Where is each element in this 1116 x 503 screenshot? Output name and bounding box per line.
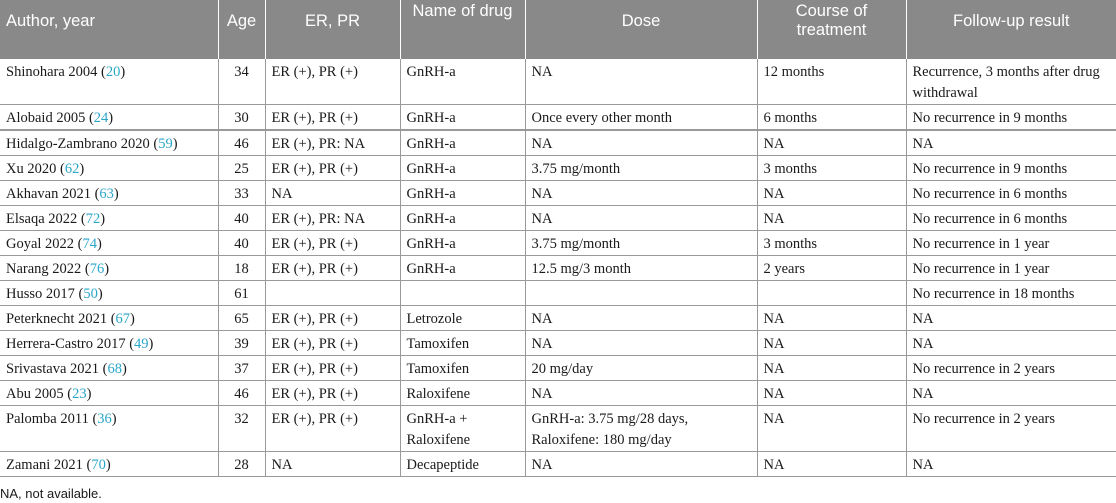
table-row — [0, 381, 1116, 406]
cell-course: NA — [757, 181, 906, 206]
cell-author-year: Srivastava 2021 (68) — [0, 356, 218, 381]
reference-link[interactable]: 36 — [97, 411, 112, 427]
cell-drug-name: Letrozole — [400, 306, 525, 331]
header-follow-up-result: Follow-up result — [906, 0, 1116, 59]
author-text: Palomba 2011 ( — [6, 411, 98, 427]
cell-drug-name: Tamoxifen — [400, 331, 525, 356]
cell-age: 40 — [218, 231, 265, 256]
cell-dose: NA — [525, 130, 757, 156]
cell-dose: GnRH-a: 3.75 mg/28 days, Raloxifene: 180 mg/day — [525, 406, 757, 452]
cell-age: 28 — [218, 452, 265, 477]
author-text: Herrera-Castro 2017 ( — [6, 336, 135, 352]
table-row — [0, 206, 1116, 231]
reference-link[interactable]: 72 — [85, 211, 101, 227]
author-text: Hidalgo-Zambrano 2020 ( — [6, 136, 159, 152]
cell-course: NA — [757, 406, 906, 452]
author-text: Narang 2022 ( — [6, 261, 90, 277]
author-text: Elsaqa 2022 ( — [6, 211, 86, 227]
cell-dose: 20 mg/day — [525, 356, 757, 381]
cell-course: 6 months — [757, 105, 906, 131]
cell-age: 46 — [218, 130, 265, 156]
cell-age: 33 — [218, 181, 265, 206]
cell-follow-up: No recurrence in 2 years — [906, 356, 1116, 381]
cell-author-year: Herrera-Castro 2017 (49) — [0, 331, 218, 356]
cell-er-pr: ER (+), PR (+) — [265, 406, 400, 452]
header-dose: Dose — [525, 0, 757, 59]
reference-link[interactable]: 23 — [72, 386, 87, 402]
table-row — [0, 256, 1116, 281]
cell-er-pr: ER (+), PR (+) — [265, 156, 400, 181]
cell-age: 61 — [218, 281, 265, 306]
cell-drug-name: Raloxifene — [400, 381, 525, 406]
cell-drug-name — [400, 281, 525, 306]
cell-author-year: Abu 2005 (23) — [0, 381, 218, 406]
cell-follow-up: No recurrence in 6 months — [906, 206, 1116, 231]
cell-drug-name: Tamoxifen — [400, 356, 525, 381]
author-text: Goyal 2022 ( — [6, 236, 83, 252]
cell-author-year: Zamani 2021 (70) — [0, 452, 218, 477]
cell-follow-up: No recurrence in 1 year — [906, 231, 1116, 256]
table-row — [0, 105, 1116, 131]
cell-dose — [525, 281, 757, 306]
author-text: Abu 2005 ( — [6, 386, 73, 402]
header-drug-name: Name of drug — [400, 0, 525, 59]
cell-er-pr — [265, 281, 400, 306]
cell-drug-name: GnRH-a — [400, 206, 525, 231]
reference-link[interactable]: 62 — [64, 161, 80, 177]
cell-dose: NA — [525, 206, 757, 231]
cell-course: 2 years — [757, 256, 906, 281]
cell-course: NA — [757, 130, 906, 156]
cell-dose: NA — [525, 181, 757, 206]
table-row — [0, 356, 1116, 381]
reference-link[interactable]: 50 — [83, 286, 98, 302]
author-text: Akhavan 2021 ( — [6, 186, 100, 202]
cell-dose: 12.5 mg/3 month — [525, 256, 757, 281]
cell-follow-up: Recurrence, 3 months after drug withdrawal — [906, 59, 1116, 105]
cell-dose: Once every other month — [525, 105, 757, 131]
cell-author-year: Shinohara 2004 (20) — [0, 59, 218, 105]
cell-course: 3 months — [757, 231, 906, 256]
cell-dose: 3.75 mg/month — [525, 231, 757, 256]
reference-link[interactable]: 68 — [107, 361, 122, 377]
cell-age: 34 — [218, 59, 265, 105]
table-body — [0, 59, 1116, 477]
cell-follow-up: No recurrence in 9 months — [906, 156, 1116, 181]
cell-dose: NA — [525, 452, 757, 477]
table-row — [0, 59, 1116, 105]
cell-author-year: Husso 2017 (50) — [0, 281, 218, 306]
cell-age: 65 — [218, 306, 265, 331]
table-row — [0, 452, 1116, 477]
cell-author-year: Peterknecht 2021 (67) — [0, 306, 218, 331]
cell-er-pr: ER (+), PR (+) — [265, 59, 400, 105]
cell-course: NA — [757, 206, 906, 231]
cell-age: 46 — [218, 381, 265, 406]
cell-author-year: Goyal 2022 (74) — [0, 231, 218, 256]
cell-drug-name: Decapeptide — [400, 452, 525, 477]
cell-drug-name: GnRH-a + Raloxifene — [400, 406, 525, 452]
cell-dose: NA — [525, 381, 757, 406]
cell-follow-up: NA — [906, 331, 1116, 356]
table-row — [0, 181, 1116, 206]
cell-author-year: Xu 2020 (62) — [0, 156, 218, 181]
table-row — [0, 156, 1116, 181]
cell-course: 12 months — [757, 59, 906, 105]
cell-age: 37 — [218, 356, 265, 381]
cell-drug-name: GnRH-a — [400, 130, 525, 156]
reference-link[interactable]: 70 — [91, 457, 106, 473]
reference-link[interactable]: 20 — [105, 64, 121, 80]
cell-author-year: Akhavan 2021 (63) — [0, 181, 218, 206]
cell-drug-name: GnRH-a — [400, 156, 525, 181]
cell-course: NA — [757, 331, 906, 356]
author-text: Shinohara 2004 ( — [6, 64, 106, 80]
reference-link[interactable]: 74 — [82, 236, 98, 252]
reference-link[interactable]: 63 — [99, 186, 114, 202]
cell-follow-up: No recurrence in 9 months — [906, 105, 1116, 131]
cell-er-pr: ER (+), PR (+) — [265, 256, 400, 281]
cell-age: 32 — [218, 406, 265, 452]
cell-drug-name: GnRH-a — [400, 181, 525, 206]
cell-course: NA — [757, 356, 906, 381]
cell-er-pr: ER (+), PR (+) — [265, 105, 400, 131]
author-text: Zamani 2021 ( — [6, 457, 92, 473]
table-row — [0, 281, 1116, 306]
cell-author-year: Elsaqa 2022 (72) — [0, 206, 218, 231]
cell-er-pr: ER (+), PR: NA — [265, 130, 400, 156]
cell-author-year: Hidalgo-Zambrano 2020 (59) — [0, 130, 218, 156]
cell-follow-up: NA — [906, 381, 1116, 406]
header-age: Age — [218, 0, 265, 59]
header-er-pr: ER, PR — [265, 0, 400, 59]
cell-dose: NA — [525, 331, 757, 356]
cell-dose: NA — [525, 59, 757, 105]
cell-author-year: Narang 2022 (76) — [0, 256, 218, 281]
cell-course: 3 months — [757, 156, 906, 181]
cell-drug-name: GnRH-a — [400, 59, 525, 105]
cell-er-pr: NA — [265, 181, 400, 206]
table-row — [0, 406, 1116, 452]
cell-follow-up: No recurrence in 2 years — [906, 406, 1116, 452]
header-course-of-treatment: Course of treatment — [757, 0, 906, 59]
cell-course: NA — [757, 381, 906, 406]
cell-age: 39 — [218, 331, 265, 356]
cell-course — [757, 281, 906, 306]
cell-dose: NA — [525, 306, 757, 331]
cell-dose: 3.75 mg/month — [525, 156, 757, 181]
author-text: Husso 2017 ( — [6, 286, 84, 302]
reference-link[interactable]: 59 — [158, 136, 173, 152]
reference-link[interactable]: 67 — [115, 311, 131, 327]
cell-age: 40 — [218, 206, 265, 231]
cell-author-year: Alobaid 2005 (24) — [0, 105, 218, 131]
cell-drug-name: GnRH-a — [400, 105, 525, 131]
cell-follow-up: NA — [906, 306, 1116, 331]
author-text: Alobaid 2005 ( — [6, 110, 94, 126]
cell-follow-up: No recurrence in 18 months — [906, 281, 1116, 306]
table-row — [0, 331, 1116, 356]
cell-author-year: Palomba 2011 (36) — [0, 406, 218, 452]
cell-er-pr: ER (+), PR (+) — [265, 231, 400, 256]
cell-follow-up: No recurrence in 6 months — [906, 181, 1116, 206]
cell-follow-up: No recurrence in 1 year — [906, 256, 1116, 281]
cell-er-pr: ER (+), PR (+) — [265, 356, 400, 381]
cell-follow-up: NA — [906, 130, 1116, 156]
table-row — [0, 231, 1116, 256]
cell-er-pr: ER (+), PR (+) — [265, 306, 400, 331]
cell-drug-name: GnRH-a — [400, 231, 525, 256]
cell-age: 30 — [218, 105, 265, 131]
reference-link[interactable]: 76 — [89, 261, 105, 277]
cell-age: 25 — [218, 156, 265, 181]
table-row — [0, 130, 1116, 156]
cell-er-pr: ER (+), PR (+) — [265, 381, 400, 406]
cell-drug-name: GnRH-a — [400, 256, 525, 281]
header-author-year: Author, year — [0, 0, 218, 59]
cell-course: NA — [757, 306, 906, 331]
cell-er-pr: NA — [265, 452, 400, 477]
author-text: Peterknecht 2021 ( — [6, 311, 116, 327]
table-footnote: NA, not available. — [0, 486, 102, 501]
author-text: Xu 2020 ( — [6, 161, 65, 177]
header-row — [0, 0, 1116, 59]
cell-follow-up: NA — [906, 452, 1116, 477]
cell-course: NA — [757, 452, 906, 477]
table-row — [0, 306, 1116, 331]
cell-er-pr: ER (+), PR (+) — [265, 331, 400, 356]
reference-link[interactable]: 24 — [93, 110, 109, 126]
cell-age: 18 — [218, 256, 265, 281]
reference-link[interactable]: 49 — [134, 336, 149, 352]
author-text: Srivastava 2021 ( — [6, 361, 108, 377]
cell-er-pr: ER (+), PR: NA — [265, 206, 400, 231]
